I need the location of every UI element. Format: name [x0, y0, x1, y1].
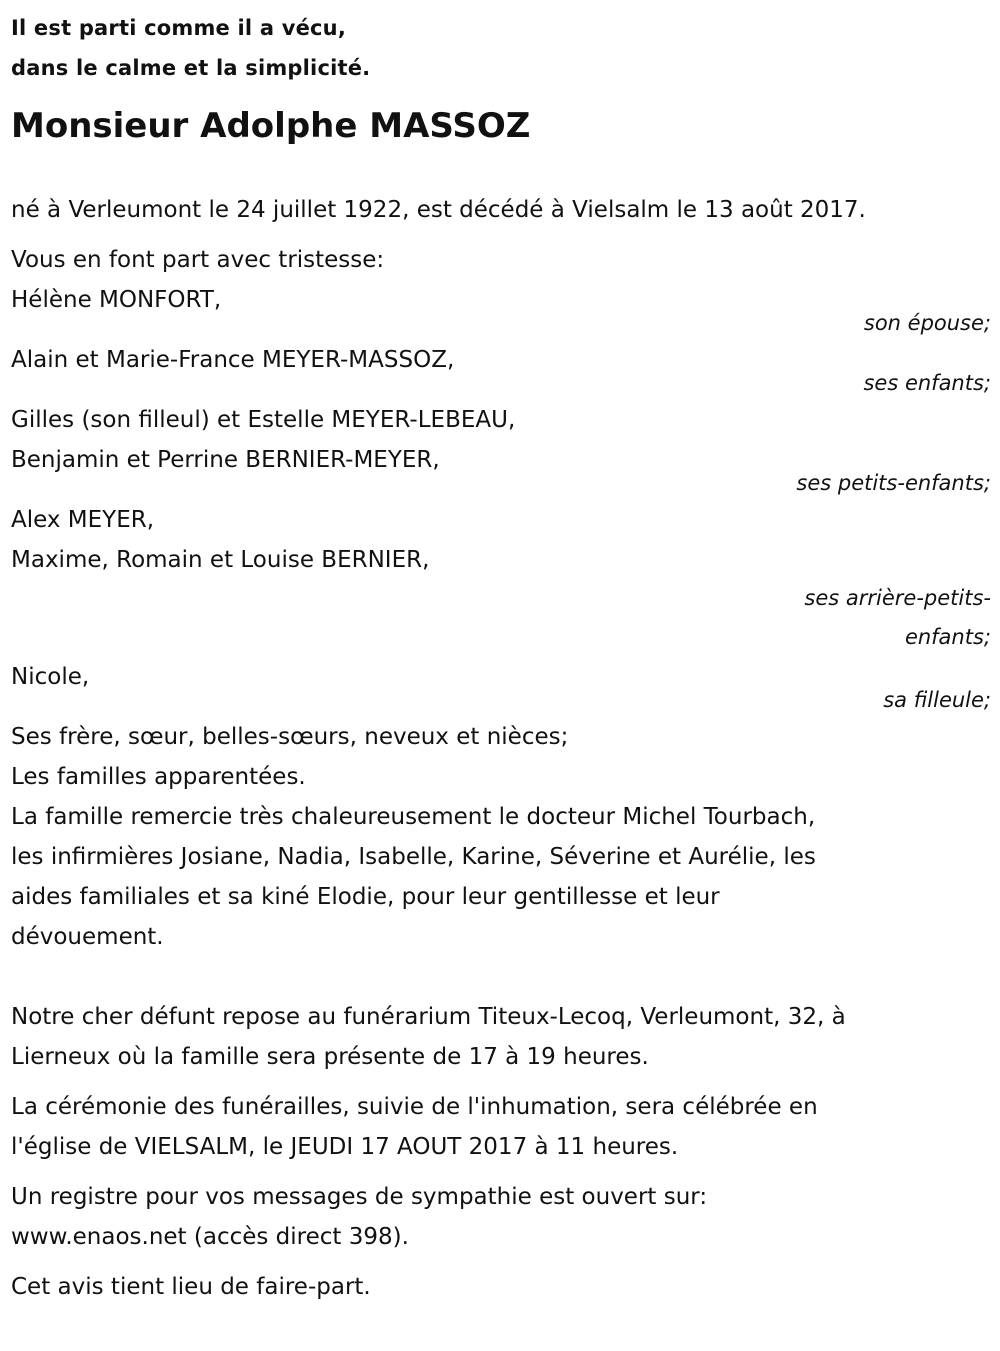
- quote-line-2: dans le calme et la simplicité.: [11, 56, 371, 80]
- grandchildren-relation: ses petits-enfants;: [796, 471, 991, 495]
- great-grandchildren-line-2: Maxime, Romain et Louise BERNIER,: [11, 547, 430, 573]
- great-grandchildren-relation-1: ses arrière-petits-: [804, 586, 991, 610]
- repose-line-2: Lierneux où la famille sera présente de 17 à 19 heures.: [11, 1044, 649, 1070]
- thanks-line-2: les infirmières Josiane, Nadia, Isabelle, Karine, Séverine et Aurélie, les: [11, 844, 816, 870]
- ceremony-line-2: l'église de VIELSALM, le JEUDI 17 AOUT 2017 à 11 heures.: [11, 1134, 679, 1160]
- quote-line-1: Il est parti comme il a vécu,: [11, 16, 347, 40]
- closing-line: Cet avis tient lieu de faire-part.: [11, 1274, 371, 1300]
- deceased-name: Monsieur Adolphe MASSOZ: [11, 106, 531, 146]
- goddaughter-relation: sa filleule;: [883, 688, 991, 712]
- obituary-notice: [11, 0, 991, 1307]
- birth-death-line: né à Verleumont le 24 juillet 1922, est décédé à Vielsalm le 13 août 2017.: [11, 197, 866, 223]
- repose-line-1: Notre cher défunt repose au funérarium Titeux-Lecoq, Verleumont, 32, à: [11, 1004, 846, 1030]
- spouse-relation: son épouse;: [863, 311, 991, 335]
- intro-line: Vous en font part avec tristesse:: [11, 247, 385, 273]
- registry-line-2: www.enaos.net (accès direct 398).: [11, 1224, 409, 1250]
- great-grandchildren-line-1: Alex MEYER,: [11, 507, 155, 533]
- grandchildren-line-1: Gilles (son filleul) et Estelle MEYER-LEBEAU,: [11, 407, 516, 433]
- great-grandchildren-relation-2: enfants;: [904, 625, 991, 649]
- children-relation: ses enfants;: [863, 371, 991, 395]
- spouse-name: Hélène MONFORT,: [11, 287, 222, 313]
- registry-line-1: Un registre pour vos messages de sympathie est ouvert sur:: [11, 1184, 708, 1210]
- grandchildren-line-2: Benjamin et Perrine BERNIER-MEYER,: [11, 447, 440, 473]
- relatives-line: Les familles apparentées.: [11, 764, 306, 790]
- thanks-line-4: dévouement.: [11, 924, 164, 950]
- ceremony-line-1: La cérémonie des funérailles, suivie de l'inhumation, sera célébrée en: [11, 1094, 818, 1120]
- thanks-line-3: aides familiales et sa kiné Elodie, pour leur gentillesse et leur: [11, 884, 720, 910]
- children-names: Alain et Marie-France MEYER-MASSOZ,: [11, 347, 455, 373]
- spacer: [11, 957, 991, 997]
- thanks-line-1: La famille remercie très chaleureusement le docteur Michel Tourbach,: [11, 804, 816, 830]
- siblings-line: Ses frère, sœur, belles-sœurs, neveux et nièces;: [11, 724, 569, 750]
- goddaughter-name: Nicole,: [11, 664, 90, 690]
